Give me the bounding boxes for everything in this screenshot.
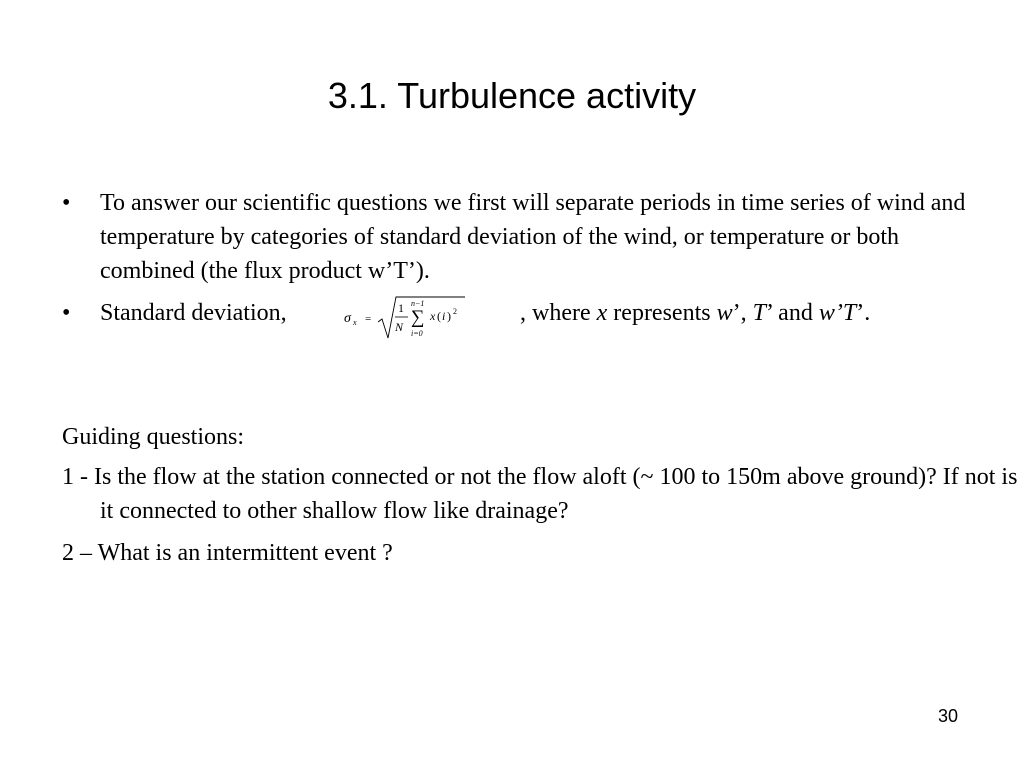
guiding-question-2: 2 – What is an intermittent event ? xyxy=(62,540,393,566)
text-wT-var: w’T xyxy=(818,300,857,326)
formula-i: i xyxy=(442,309,446,323)
formula-one: 1 xyxy=(398,301,404,315)
bullet-marker: • xyxy=(62,300,71,326)
text-represents: represents xyxy=(607,300,717,326)
slide-title: 3.1. Turbulence activity xyxy=(327,75,697,116)
text-T-var: T xyxy=(752,300,766,326)
formula-sum-symbol: ∑ xyxy=(411,307,425,328)
formula-subscript: x xyxy=(353,318,357,327)
formula-paren-open: ( xyxy=(437,309,441,323)
bullet-2-continuation xyxy=(520,296,870,330)
formula-equals: = xyxy=(365,313,372,325)
guiding-question-1: 1 - Is the flow at the station connected or not the flow aloft (~ 100 to 150m above ground)? If not is it connected to other shallow flow like drainage? xyxy=(62,464,1018,524)
std-deviation-formula xyxy=(340,292,470,342)
formula-paren-close: ) xyxy=(447,309,451,323)
text-sep-2: ’ and xyxy=(765,300,819,326)
text-x-var: x xyxy=(596,300,608,326)
text-where: , where xyxy=(520,300,597,326)
text-end: ’. xyxy=(856,300,871,326)
formula-exponent: 2 xyxy=(453,307,457,316)
formula-sum-top: n−1 xyxy=(411,299,425,308)
bullet-item-1 xyxy=(62,186,982,288)
formula-N: N xyxy=(395,320,404,334)
formula-x: x xyxy=(430,309,436,323)
formula-sigma: σ xyxy=(344,311,351,326)
bullet-marker: • xyxy=(62,190,71,216)
text-w-var: w xyxy=(716,300,733,326)
bullet-label: Standard deviation, xyxy=(100,300,287,326)
guiding-questions-heading: Guiding questions: xyxy=(62,424,245,450)
formula-sum-bottom: i=0 xyxy=(411,329,423,338)
bullet-text: To answer our scientific questions we first will separate periods in time series of wind and temperature by categories of standard deviation of the wind, or temperature or both combined (the flux product w’T’). xyxy=(100,190,966,284)
slide-number: 30 xyxy=(938,706,959,726)
text-sep-1: ’, xyxy=(732,300,753,326)
